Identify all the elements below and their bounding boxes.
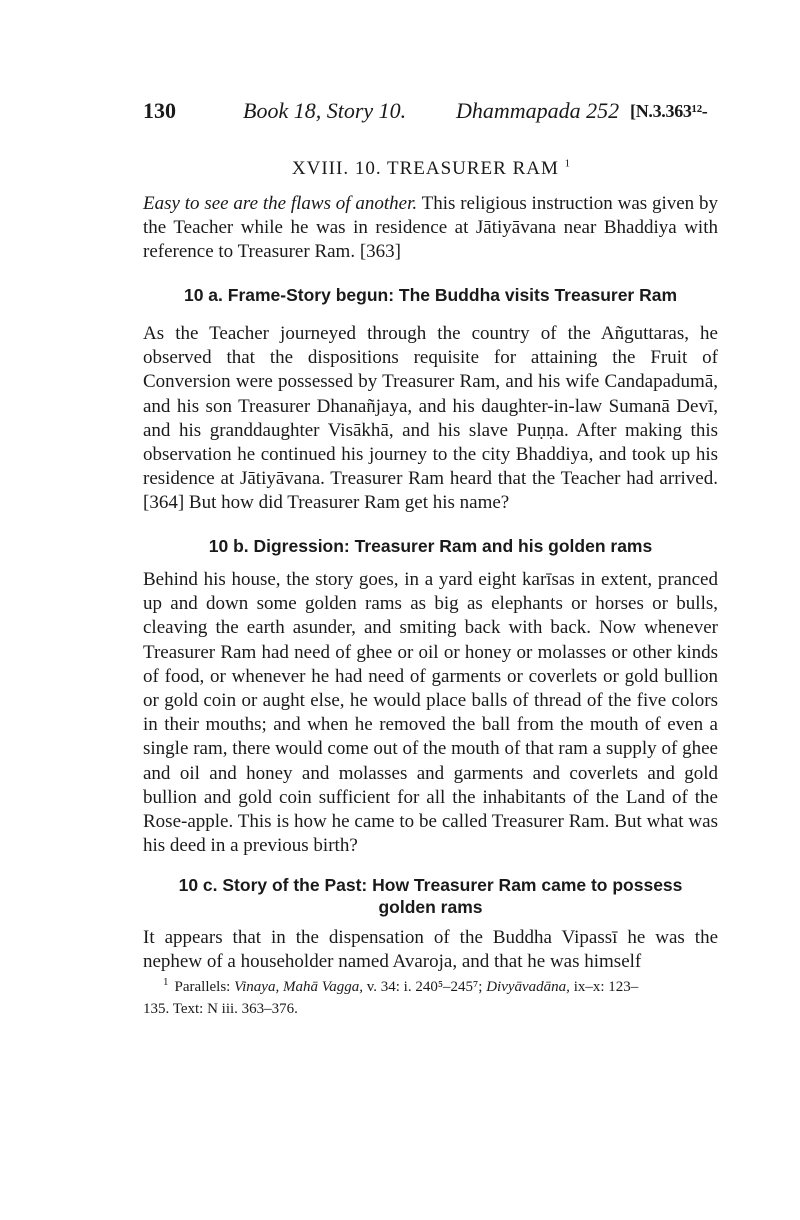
footnote-reference: 1	[564, 157, 572, 170]
section-a-paragraph: As the Teacher journeyed through the country of the Añguttaras, he observed that the dispositions requisite for attaining the Fruit of Conversion were possessed by Treasurer Ram, and his wife Candapadumā, and his son Treasurer Dhanañjaya, and his daughter-in-law Sumanā Devī, and his granddaughter Visākhā, and his slave Puṇṇa. After making this observation he continued his journey to the city Bhaddiya, and took up his residence at Jātiyāvana. Treasurer Ram heard that the Teacher had arrived. [364] But how did Treasurer Ram get his name?	[143, 323, 718, 514]
footnote-divyavadana: Divyāvadāna,	[486, 979, 570, 995]
page-number: 130	[143, 98, 176, 123]
running-head	[143, 98, 720, 128]
footnote-line2: 135. Text: N iii. 363–376.	[143, 1001, 298, 1017]
section-c-heading	[143, 874, 718, 918]
intro-verse-lead: Easy to see are the flaws of another.	[143, 193, 418, 214]
running-head-dhammapada: Dhammapada 252	[456, 98, 620, 123]
footnote-mark: 1	[163, 976, 169, 988]
section-c-heading-line2: golden rams	[378, 897, 483, 917]
running-head-book: Book 18, Story 10.	[243, 98, 407, 123]
section-a-heading: 10 a. Frame-Story begun: The Buddha visits Treasurer Ram	[183, 285, 678, 305]
footnote-prefix: Parallels:	[174, 979, 235, 995]
footnote-vinaya-ref: v. 34: i. 240⁵–245⁷;	[362, 979, 487, 995]
footnote	[143, 976, 718, 1020]
footnote-vinaya: Vinaya, Mahā Vagga,	[234, 979, 363, 995]
intro-paragraph	[143, 192, 718, 265]
chapter-title-text: XVIII. 10. TREASURER RAM	[291, 158, 559, 179]
section-c-paragraph: It appears that in the dispensation of the Buddha Vipassī he was the nephew of a householder named Avaroja, and that he was himself	[143, 927, 718, 973]
intro-text: This religious instruction was given by the Teacher while he was in residence at Jātiyāvana near Bhaddiya with reference to Treasurer Ram. [363]	[143, 193, 718, 263]
section-c-heading-line1: 10 c. Story of the Past: How Treasurer Ram came to possess	[178, 875, 683, 895]
footnote-divyavadana-ref: ix–x: 123–	[569, 979, 639, 995]
section-b-heading: 10 b. Digression: Treasurer Ram and his golden rams	[208, 536, 653, 556]
running-head-reference: [N.3.363¹²-	[630, 101, 708, 121]
section-b-paragraph: Behind his house, the story goes, in a yard eight karīsas in extent, pranced up and down some golden rams as big as elephants or horses or bulls, cleaving the earth asunder, and smiting back with back. Now whenever Treasurer Ram had need of ghee or oil or honey or molasses or other kinds of food, or whenever he had need of garments or coverlets or gold bullion or gold coin or aught else, he would place balls of thread of the five colors in their mouths; and when he removed the ball from the mouth of even a single ram, there would come out of the mouth of that ram a supply of ghee and oil and honey and molasses and garments and coverlets and gold bullion and gold coin sufficient for all the inhabitants of the Land of the Rose-apple. This is how he came to be called Treasurer Ram. But what was his deed in a previous birth?	[143, 569, 718, 857]
chapter-title	[143, 158, 720, 180]
